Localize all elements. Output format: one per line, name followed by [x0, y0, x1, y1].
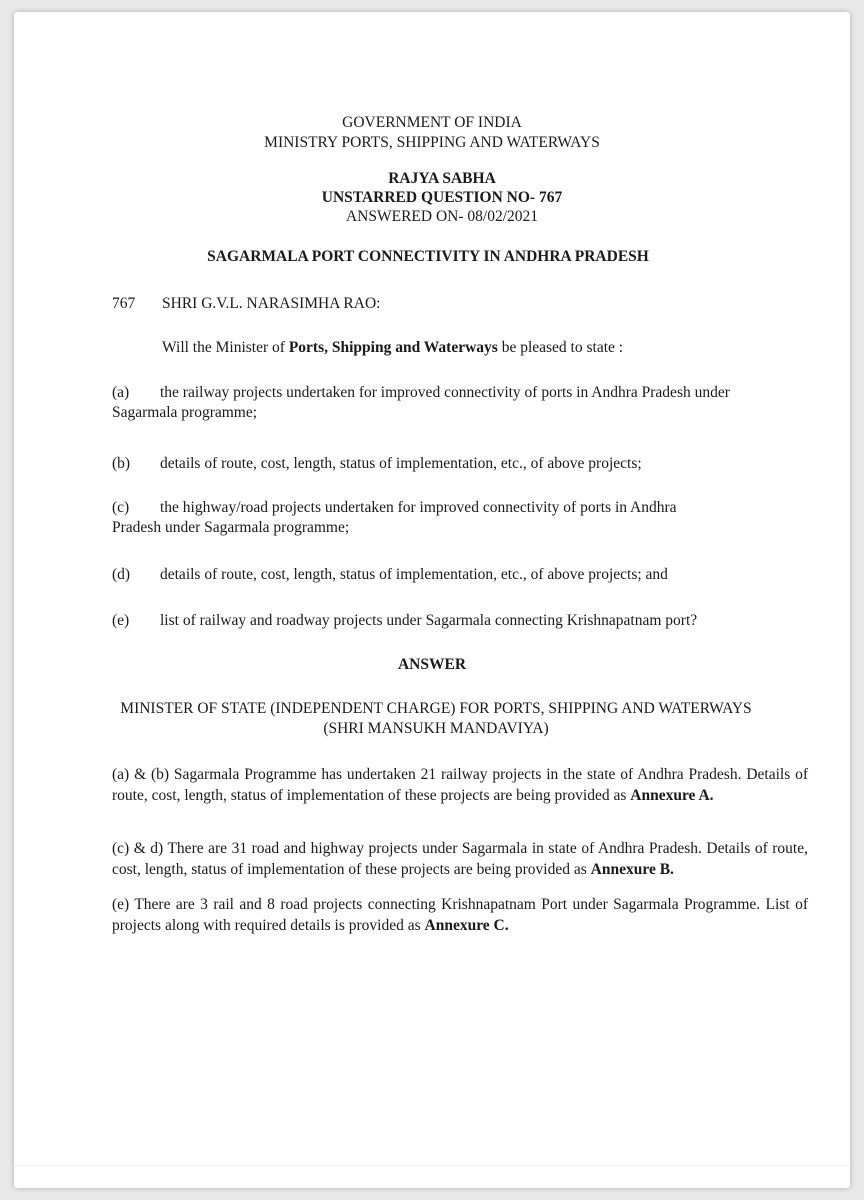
answer-paragraph-e: [112, 894, 808, 936]
annexure-ref: Annexure B.: [590, 861, 674, 878]
ministry-name: Ports, Shipping and Waterways: [288, 339, 498, 356]
question-intro: [162, 337, 623, 358]
item-text: details of route, cost, length, status of implementation, etc., of above projects;: [160, 455, 642, 472]
item-text: list of railway and roadway projects under Sagarmala connecting Krishnapatnam port?: [160, 612, 698, 629]
item-text: the highway/road projects undertaken for improved connectivity of ports in Andhra: [160, 499, 677, 516]
item-a-cont: Sagarmala programme;: [112, 404, 258, 421]
intro-prefix: Will the Minister of: [162, 339, 289, 356]
item-e: [112, 610, 697, 631]
house-heading: RAJYA SABHA: [388, 170, 496, 187]
answer-text: (a) & (b) Sagarmala Programme has undertaken 21 railway projects in the state of Andhra Pradesh. Details of route, cost, length, status of implementation of these projects are being provided as: [112, 766, 808, 804]
item-text: details of route, cost, length, status of implementation, etc., of above projects; and: [160, 566, 668, 583]
item-label: (b): [112, 455, 131, 472]
item-c-cont: Pradesh under Sagarmala programme;: [112, 519, 350, 536]
minister-title: MINISTER OF STATE (INDEPENDENT CHARGE) FOR PORTS, SHIPPING AND WATERWAYS: [120, 700, 752, 717]
item-label: (a): [112, 384, 130, 401]
document-page: [14, 12, 850, 1188]
item-label: (d): [112, 566, 131, 583]
ministry-heading: MINISTRY PORTS, SHIPPING AND WATERWAYS: [264, 134, 600, 151]
answer-heading: ANSWER: [397, 656, 467, 673]
answer-paragraph-ab: [112, 764, 808, 806]
annexure-ref: Annexure A.: [630, 787, 714, 804]
answer-text: (e) There are 3 rail and 8 road projects connecting Krishnapatnam Port under Sagarmala Programme. List of projects along with required details is provided as: [112, 896, 808, 934]
page-bottom-edge: [14, 1165, 850, 1188]
item-c: [112, 497, 677, 518]
annexure-ref: Annexure C.: [424, 917, 509, 934]
page-title: SAGARMALA PORT CONNECTIVITY IN ANDHRA PRADESH: [207, 248, 649, 265]
answered-on-heading: ANSWERED ON- 08/02/2021: [345, 208, 539, 225]
intro-suffix: be pleased to state :: [497, 339, 624, 356]
item-label: (c): [112, 499, 130, 516]
member-name: SHRI G.V.L. NARASIMHA RAO:: [162, 295, 381, 312]
question-number: 767: [112, 295, 136, 312]
item-b: [112, 453, 642, 474]
item-d: [112, 564, 668, 585]
question-number-heading: UNSTARRED QUESTION NO- 767: [321, 189, 563, 206]
answer-text: (c) & d) There are 31 road and highway projects under Sagarmala in state of Andhra Pradesh. Details of route, cost, length, status of implementation of these projects are being provided as: [112, 840, 808, 878]
item-text: the railway projects undertaken for improved connectivity of ports in Andhra Pradesh under: [160, 384, 730, 401]
govt-heading: GOVERNMENT OF INDIA: [342, 114, 522, 131]
minister-name: (SHRI MANSUKH MANDAVIYA): [323, 720, 549, 737]
item-a: [112, 382, 730, 403]
item-label: (e): [112, 612, 130, 629]
answer-paragraph-cd: [112, 838, 808, 880]
